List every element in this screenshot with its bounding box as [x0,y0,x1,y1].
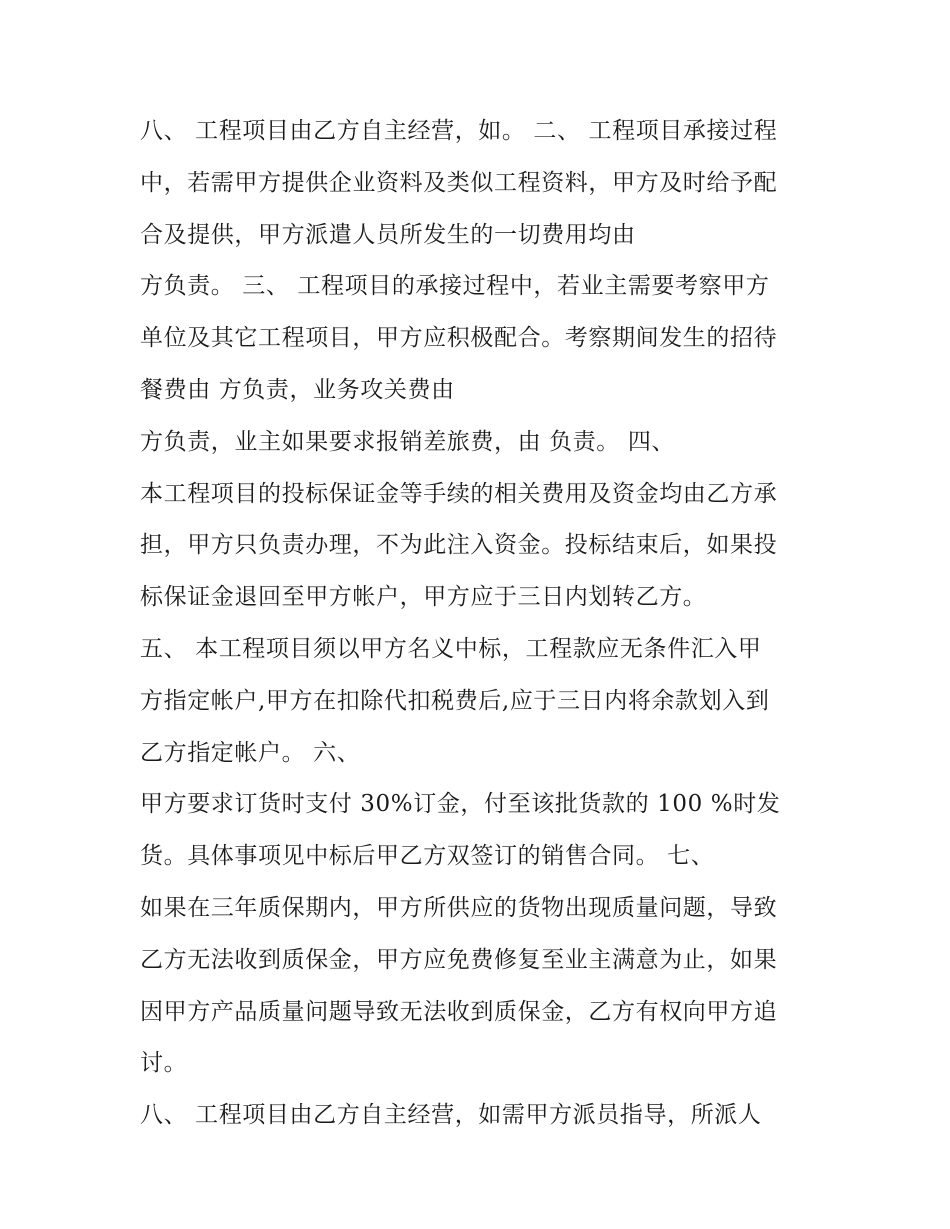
text-line: 标保证金退回至甲方帐户，甲方应于三日内划转乙方。 [140,584,707,611]
document-body [140,106,830,1142]
text-line: 方指定帐户,甲方在扣除代扣税费后,应于三日内将余款划入到 [140,687,770,714]
text-line: 合及提供，甲方派遣人员所发生的一切费用均由 [140,221,636,248]
text-line: 餐费由 方负责，业务攻关费由 [140,376,455,403]
text-line: 乙方无法收到质保金，甲方应免费修复至业主满意为止，如果 [140,946,778,973]
text-line: 单位及其它工程项目，甲方应积极配合。考察期间发生的招待 [140,325,778,352]
text-line: 如果在三年质保期内，甲方所供应的货物出现质量问题，导致 [140,894,778,921]
text-line: 八、 工程项目由乙方自主经营，如需甲方派员指导，所派人 [140,1102,762,1129]
text-line: 甲方要求订货时支付 30%订金，付至该批货款的 100 %时发 [140,791,781,818]
text-line: 中，若需甲方提供企业资料及类似工程资料，甲方及时给予配 [140,169,778,196]
text-line: 因甲方产品质量问题导致无法收到质保金，乙方有权向甲方追 [140,998,778,1025]
text-line: 方负责，业主如果要求报销差旅费，由 负责。 四、 [140,428,676,455]
text-line: 货。具体事项见中标后甲乙方双签订的销售合同。 七、 [140,843,715,870]
text-line: 五、 本工程项目须以甲方名义中标，工程款应无条件汇入甲 [140,635,762,662]
text-line: 八、 工程项目由乙方自主经营，如。 二、 工程项目承接过程 [140,118,778,144]
text-line: 方负责。 三、 工程项目的承接过程中，若业主需要考察甲方 [140,273,770,300]
text-line: 担，甲方只负责办理，不为此注入资金。投标结束后，如果投 [140,532,778,559]
text-line: 乙方指定帐户。 六、 [140,739,361,766]
text-line: 讨。 [140,1050,188,1077]
text-line: 本工程项目的投标保证金等手续的相关费用及资金均由乙方承 [140,480,778,507]
